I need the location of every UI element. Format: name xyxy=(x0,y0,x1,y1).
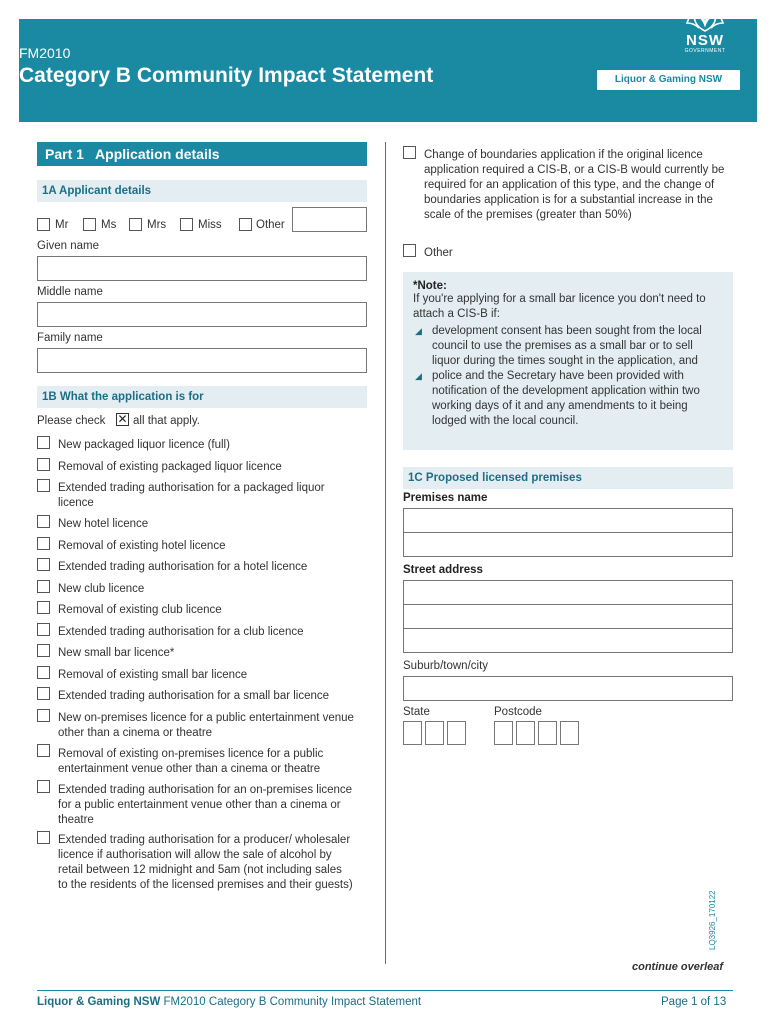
option-label-11: Removal of existing small bar licence xyxy=(58,669,248,681)
middle-name-label: Middle name xyxy=(37,286,103,298)
option-checkbox-15[interactable] xyxy=(37,780,50,793)
suburb-label: Suburb/town/city xyxy=(403,660,489,672)
footer-doc: FM2010 Category B Community Impact Statement xyxy=(160,996,422,1008)
mrs-label: Mrs xyxy=(147,219,167,231)
footer-rule xyxy=(37,990,733,991)
section-1b-heading: 1B What the application is for xyxy=(37,386,367,408)
footer-doc-title xyxy=(37,996,421,1008)
option-checkbox-7[interactable] xyxy=(37,580,50,593)
note-list xyxy=(413,324,723,429)
ms-label: Ms xyxy=(101,219,117,231)
option-label-10: New small bar licence* xyxy=(58,647,175,659)
page-title: Category B Community Impact Statement xyxy=(19,64,434,87)
option-label-9: Extended trading authorisation for a club licence xyxy=(58,626,304,638)
triangle-bullet-icon: ◢ xyxy=(415,371,422,381)
option-checkbox-8[interactable] xyxy=(37,601,50,614)
instruction-post: all that apply. xyxy=(133,415,200,427)
given-name-label: Given name xyxy=(37,240,100,252)
given-name-field[interactable] xyxy=(37,256,367,281)
option-label-2: Removal of existing packaged liquor licence xyxy=(58,461,282,473)
page-number: Page 1 of 13 xyxy=(661,996,727,1008)
option-checkbox-1[interactable] xyxy=(37,436,50,449)
mr-label: Mr xyxy=(55,219,69,231)
note-title: *Note: xyxy=(413,280,447,292)
note-item: ◢ police and the Secretary have been provided with notification of the development application within two working days of it and any amendments to it being lodged with the local council. xyxy=(415,370,700,427)
mr-checkbox[interactable] xyxy=(37,218,50,231)
ms-checkbox[interactable] xyxy=(83,218,96,231)
street-address-field-2[interactable] xyxy=(403,604,733,629)
option-label-4: New hotel licence xyxy=(58,518,149,530)
other-title-label: Other xyxy=(256,219,285,231)
note-item: ◢ development consent has been sought from the local council to use the premises as a small bar or to sell liquor during the times sought in the application, and xyxy=(415,325,702,367)
premises-name-label: Premises name xyxy=(403,492,488,504)
state-label: State xyxy=(403,706,430,718)
option-checkbox-2[interactable] xyxy=(37,458,50,471)
waratah-icon xyxy=(683,5,727,33)
street-address-field-1[interactable] xyxy=(403,580,733,605)
postcode-box-2[interactable] xyxy=(516,721,535,745)
option-label-1: New packaged liquor licence (full) xyxy=(58,439,230,451)
option-checkbox-5[interactable] xyxy=(37,537,50,550)
street-address-field-3[interactable] xyxy=(403,628,733,653)
form-code: FM2010 xyxy=(19,45,71,61)
triangle-bullet-icon: ◢ xyxy=(415,326,422,336)
state-box-1[interactable] xyxy=(403,721,422,745)
option-label-6: Extended trading authorisation for a hotel licence xyxy=(58,561,308,573)
miss-label: Miss xyxy=(198,219,222,231)
section-1a-heading: 1A Applicant details xyxy=(37,180,367,202)
postcode-box-1[interactable] xyxy=(494,721,513,745)
postcode-box-4[interactable] xyxy=(560,721,579,745)
option-checkbox-14[interactable] xyxy=(37,744,50,757)
example-checked-box: ✕ xyxy=(117,412,128,426)
part1-heading: Part 1 Application details xyxy=(37,142,367,166)
instruction-pre: Please check xyxy=(37,415,106,427)
option-checkbox-4[interactable] xyxy=(37,515,50,528)
other-title-checkbox[interactable] xyxy=(239,218,252,231)
small-bar-note xyxy=(403,272,733,450)
footer-brand: Liquor & Gaming NSW xyxy=(37,996,161,1008)
option-checkbox-12[interactable] xyxy=(37,687,50,700)
logo-gov-text: GOVERNMENT xyxy=(684,48,726,54)
option-label-5: Removal of existing hotel licence xyxy=(58,540,226,552)
option-label-7: New club licence xyxy=(58,583,145,595)
brand-badge: Liquor & Gaming NSW xyxy=(597,70,740,90)
option-label-12: Extended trading authorisation for a small bar licence xyxy=(58,690,330,702)
suburb-field[interactable] xyxy=(403,676,733,701)
logo-nsw-text: NSW xyxy=(686,32,724,49)
miss-checkbox[interactable] xyxy=(180,218,193,231)
form-side-code: LQ3926_170122 xyxy=(708,890,717,950)
postcode-label: Postcode xyxy=(494,706,542,718)
option-label-15: Extended trading authorisation for an on-premises licence for a public entertainment venue other than a cinema or theatre xyxy=(58,784,353,826)
street-address-label: Street address xyxy=(403,564,483,576)
option-label-3: Extended trading authorisation for a packaged liquor licence xyxy=(58,482,325,509)
option-label-8: Removal of existing club licence xyxy=(58,604,222,616)
option-checkbox-9[interactable] xyxy=(37,623,50,636)
other-application-checkbox[interactable] xyxy=(403,244,416,257)
option-checkbox-3[interactable] xyxy=(37,479,50,492)
option-label-16: Extended trading authorisation for a producer/ wholesaler licence if authorisation will allow the sale of alcohol by retail between 12 midnight and 5am (not including sales to the residents of the licensed premises and their guests) xyxy=(58,834,353,891)
section-1c-heading: 1C Proposed licensed premises xyxy=(403,467,733,489)
column-divider xyxy=(385,142,386,964)
nsw-logo xyxy=(670,5,740,61)
premises-name-field-2[interactable] xyxy=(403,532,733,557)
option-label-14: Removal of existing on-premises licence for a public entertainment venue other than a cinema or theatre xyxy=(58,748,324,775)
family-name-label: Family name xyxy=(37,332,103,344)
premises-name-field-1[interactable] xyxy=(403,508,733,533)
change-boundaries-label: Change of boundaries application if the original licence application required a CIS-B, or a CIS-B would currently be required for an application of this type, and the change of boundaries application is for a substantial increase in the scale of the premises (greater than 50%) xyxy=(424,149,725,221)
mrs-checkbox[interactable] xyxy=(129,218,142,231)
continue-overleaf: continue overleaf xyxy=(632,961,724,973)
option-label-13: New on-premises licence for a public entertainment venue other than a cinema or theatre xyxy=(58,712,354,739)
family-name-field[interactable] xyxy=(37,348,367,373)
middle-name-field[interactable] xyxy=(37,302,367,327)
option-checkbox-10[interactable] xyxy=(37,644,50,657)
change-boundaries-checkbox[interactable] xyxy=(403,146,416,159)
note-intro: If you're applying for a small bar licence you don't need to attach a CIS-B if: xyxy=(413,293,706,320)
option-checkbox-11[interactable] xyxy=(37,666,50,679)
option-checkbox-13[interactable] xyxy=(37,709,50,722)
state-box-2[interactable] xyxy=(425,721,444,745)
other-application-label: Other xyxy=(424,247,453,259)
option-checkbox-16[interactable] xyxy=(37,831,50,844)
option-checkbox-6[interactable] xyxy=(37,558,50,571)
postcode-box-3[interactable] xyxy=(538,721,557,745)
other-title-field[interactable] xyxy=(292,207,367,232)
state-box-3[interactable] xyxy=(447,721,466,745)
